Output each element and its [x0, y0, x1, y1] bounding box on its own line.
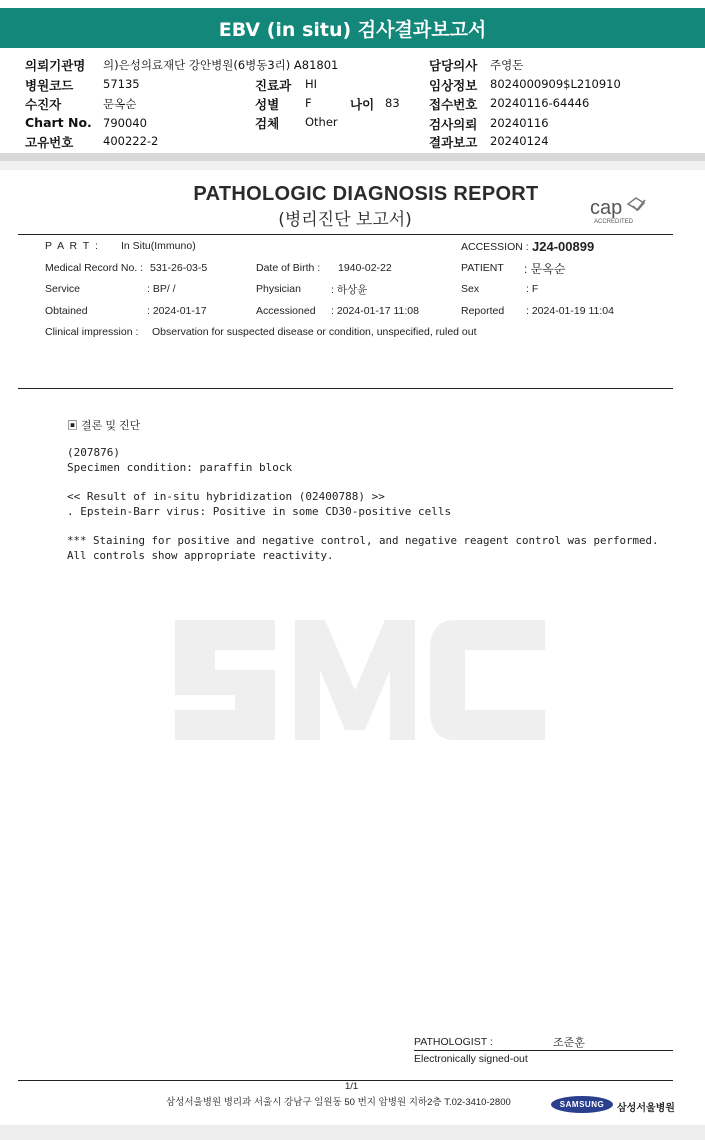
value-age: 83 — [385, 96, 400, 110]
label-requesting-institution: 의뢰기관명 — [25, 58, 86, 73]
report-title: EBV (in situ) 검사결과보고서 — [218, 18, 487, 41]
value-report-date: 20240124 — [490, 134, 549, 148]
result-line: (207876) — [67, 446, 120, 459]
accessioned-label: Accessioned — [256, 305, 316, 317]
sex-label: Sex — [461, 283, 480, 295]
label-unique-no: 고유번호 — [25, 135, 74, 150]
samsung-logo-text: SAMSUNG — [559, 1100, 605, 1109]
result-line: All controls show appropriate reactivity. — [67, 549, 334, 562]
report-heading: PATHOLOGIC DIAGNOSIS REPORT — [193, 183, 539, 205]
cap-accredited-logo — [588, 194, 658, 226]
label-specimen: 검체 — [255, 116, 280, 131]
mrn-value: 531-26-03-5 — [150, 262, 208, 274]
footer-address: 삼성서울병원 병리과 서울시 강남구 일원동 50 번지 암병원 지하2층 T.02-3410-2800 — [166, 1097, 511, 1108]
result-line: Specimen condition: paraffin block — [67, 461, 293, 474]
report-mid-rule — [18, 388, 673, 389]
pathologist-label: PATHOLOGIST : — [414, 1036, 493, 1048]
clinical-impression-value: Observation for suspected disease or condition, unspecified, ruled out — [152, 326, 477, 338]
label-age: 나이 — [350, 97, 375, 112]
value-sex: F — [305, 96, 312, 110]
signed-out-note: Electronically signed-out — [414, 1053, 528, 1065]
divider-band-light — [0, 161, 705, 170]
cap-accredited-text: ACCREDITED — [594, 219, 634, 225]
value-specimen: Other — [305, 115, 338, 129]
physician-label: Physician — [256, 283, 301, 295]
value-hospital-code: 57135 — [103, 77, 140, 91]
label-department: 진료과 — [255, 78, 292, 93]
mrn-label: Medical Record No. : — [45, 262, 144, 274]
accession-label: ACCESSION : — [461, 241, 529, 253]
samsung-logo — [551, 1096, 613, 1113]
signature-rule — [414, 1050, 673, 1051]
dob-label: Date of Birth : — [256, 262, 321, 274]
physician-value: : 하상윤 — [331, 284, 368, 296]
page-bottom-band — [0, 1125, 705, 1140]
result-line: << Result of in-situ hybridization (02400788) >> — [67, 490, 385, 503]
label-chart-no: Chart No. — [25, 115, 92, 130]
pathologist-value: 조준훈 — [553, 1037, 585, 1049]
smc-watermark — [155, 590, 575, 760]
result-line: . Epstein-Barr virus: Positive in some CD30-positive cells — [67, 505, 452, 518]
label-receipt-no: 접수번호 — [429, 97, 478, 112]
accessioned-value: : 2024-01-17 11:08 — [331, 305, 419, 317]
pathology-report — [0, 170, 705, 1125]
clinical-impression-label: Clinical impression : — [45, 326, 139, 338]
value-request-date: 20240116 — [490, 116, 549, 130]
label-report-date: 결과보고 — [429, 135, 478, 150]
report-subheading: (병리진단 보고서) — [278, 210, 412, 230]
report-title-bar — [0, 8, 705, 48]
value-unique-no: 400222-2 — [103, 134, 159, 148]
reported-label: Reported — [461, 305, 505, 317]
part-value: In Situ(Immuno) — [121, 240, 196, 252]
dob-value: 1940-02-22 — [338, 262, 392, 274]
conclusion-heading: ▣ 결론 및 진단 — [67, 420, 141, 432]
value-chart-no: 790040 — [103, 116, 147, 130]
service-label: Service — [45, 283, 81, 295]
value-clinical-info: 8024000909$L210910 — [490, 77, 621, 91]
obtained-value: : 2024-01-17 — [147, 305, 207, 317]
value-patient: 문옥순 — [103, 97, 137, 111]
label-request-date: 검사의뢰 — [429, 117, 478, 132]
hospital-name: 삼성서울병원 — [617, 1103, 675, 1114]
label-clinical-info: 임상정보 — [429, 78, 478, 93]
label-doctor: 담당의사 — [429, 58, 478, 73]
value-doctor: 주영돈 — [490, 58, 524, 72]
value-receipt-no: 20240116-64446 — [490, 96, 590, 110]
patient-value: : 문옥순 — [524, 262, 566, 276]
patient-label: PATIENT — [461, 262, 504, 274]
result-line: *** Staining for positive and negative control, and negative reagent control was performed. — [67, 534, 659, 547]
cap-logo-text: cap — [590, 197, 623, 219]
label-hospital-code: 병원코드 — [25, 78, 74, 93]
accession-value: J24-00899 — [532, 239, 595, 254]
sex-value: : F — [526, 283, 539, 295]
value-department: HI — [305, 77, 318, 91]
obtained-label: Obtained — [45, 305, 88, 317]
service-value: : BP/ / — [147, 283, 176, 295]
part-label: P A R T : — [45, 240, 100, 252]
page-number: 1/1 — [345, 1081, 359, 1092]
label-sex: 성별 — [255, 97, 280, 112]
report-top-rule — [18, 234, 673, 235]
reported-value: : 2024-01-19 11:04 — [526, 305, 614, 317]
value-requesting-institution: 의)은성의료재단 강안병원(6병동3리) A81801 — [103, 58, 339, 72]
divider-band — [0, 153, 705, 161]
label-patient: 수진자 — [25, 97, 62, 112]
